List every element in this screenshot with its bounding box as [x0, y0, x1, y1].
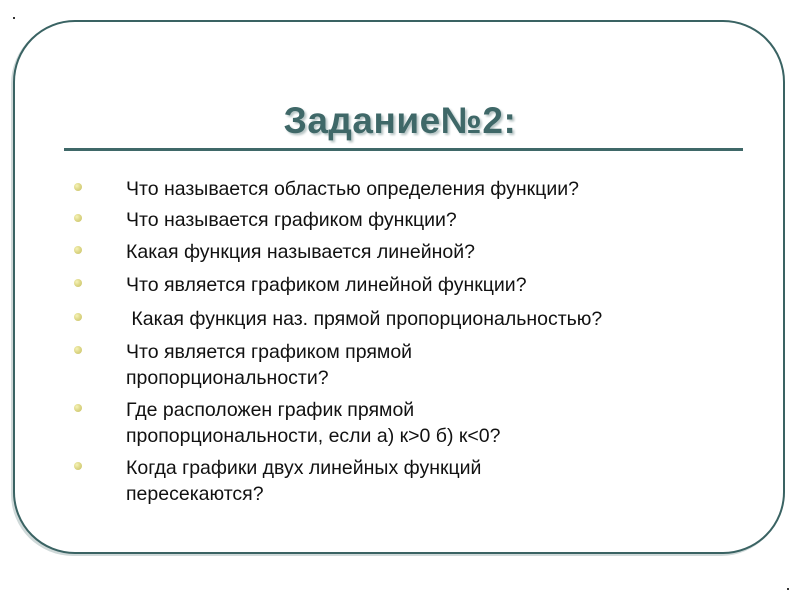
list-item-text: Какая функция наз. прямой пропорциональностью? — [126, 308, 603, 330]
bullet-icon — [74, 404, 82, 412]
bullet-icon — [74, 346, 82, 354]
bullet-icon — [74, 462, 82, 470]
bullet-icon — [74, 183, 82, 191]
list-item-text: Что называется областью определения функции? — [126, 178, 579, 200]
list-item-text: Где расположен график прямой пропорциональности, если а) к>0 б) к<0? — [126, 399, 501, 447]
list-item-text: Что является графиком прямой пропорциональности? — [126, 341, 413, 389]
bullet-icon — [74, 246, 82, 254]
list-item-text: Что является графиком линейной функции? — [126, 274, 527, 296]
list-item-text: Какая функция называется линейной? — [126, 241, 476, 263]
bullet-icon — [74, 279, 82, 287]
list-item-text: Когда графики двух линейных функций пересекаются? — [126, 457, 482, 505]
list-item-text: Что называется графиком функции? — [126, 209, 457, 231]
bullet-icon — [74, 313, 82, 321]
slide-title: Задание№2: — [283, 100, 517, 141]
bullet-icon — [74, 214, 82, 222]
